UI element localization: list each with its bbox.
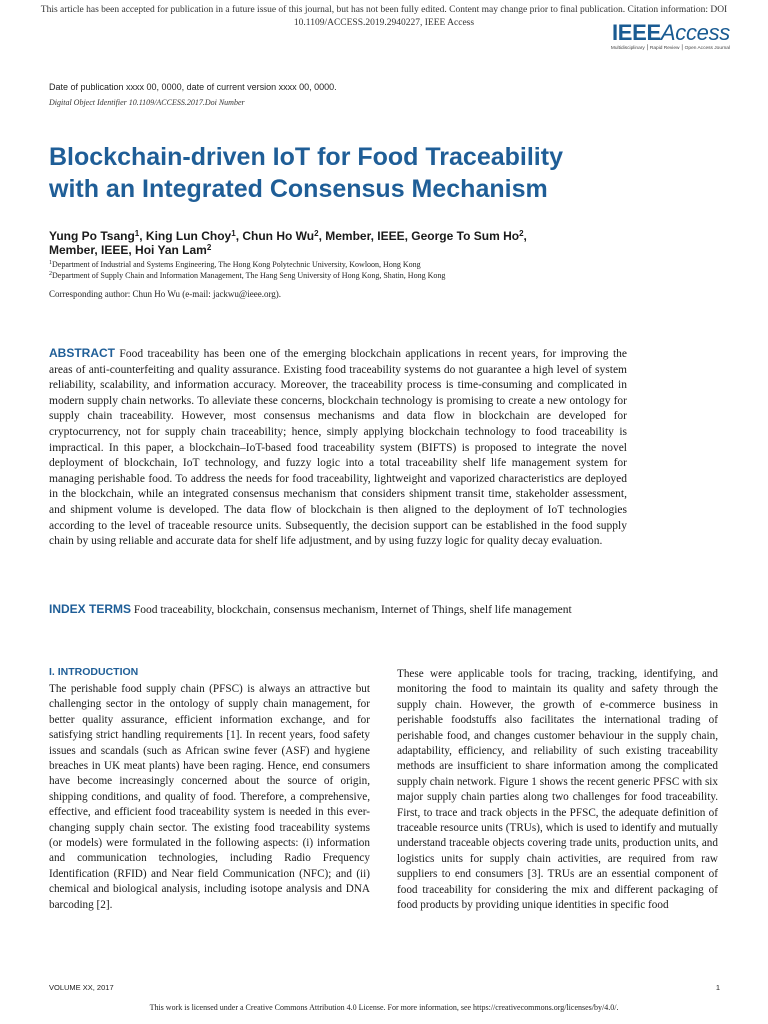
- paper-title: [49, 141, 689, 205]
- body-column-left: The perishable food supply chain (PFSC) is always an attractive but challenging sector in the ontology of supply chain management, for better quality assurance, efficient information exchange, and for satisfying strict handling requirements [1]. In recent years, food safety issues and scandals (such as African swine fever (ASF) and hygiene breaches in UK meat plants) have been raging. Hence, end consumers have become increasingly concerned about the source of origin, shipping conditions, and quality of food. Therefore, a comprehensive, effective, and efficient food traceability system is needed in this ever-changing supply chain sector. The existing food traceability systems (or models) were formulated in the following aspects: (i) information and communication technologies, including Radio Frequency Identification (RFID) and Near field Communication (NFC); and (ii) chemical and biological analysis, including isotope analysis and DNA barcoding [2].: [49, 683, 370, 911]
- journal-logo: [611, 21, 730, 52]
- index-terms-label: INDEX TERMS: [49, 602, 132, 616]
- author-affiliation-mark: 1: [231, 229, 236, 238]
- abstract-label: ABSTRACT: [49, 346, 115, 360]
- author-separator: , Member, IEEE,: [318, 229, 412, 243]
- author-affiliation-mark: 1: [134, 229, 140, 238]
- doi-line: Digital Object Identifier 10.1109/ACCESS.2017.Doi Number: [49, 98, 245, 107]
- affiliation-1: [49, 259, 669, 270]
- logo-bold-text: IEEE: [611, 20, 661, 45]
- author-name: George To Sum Ho: [411, 229, 520, 243]
- footer-volume: VOLUME XX, 2017: [49, 983, 114, 992]
- author-affiliation-mark: 2: [206, 243, 212, 252]
- affiliation-mark: 2: [49, 271, 52, 277]
- affiliations: [49, 259, 669, 281]
- author-separator: ,: [139, 229, 146, 243]
- preprint-notice-line2: 10.1109/ACCESS.2019.2940227, IEEE Access: [293, 18, 475, 28]
- index-terms-text: Food traceability, blockchain, consensus mechanism, Internet of Things, shelf life management: [133, 604, 572, 616]
- title-line-1: Blockchain-driven IoT for Food Traceability: [49, 143, 563, 171]
- corresponding-author: Corresponding author: Chun Ho Wu (e-mail: jackwu@ieee.org).: [49, 289, 282, 299]
- author-name: King Lun Choy: [145, 229, 232, 243]
- title-line-2: with an Integrated Consensus Mechanism: [49, 175, 548, 203]
- author-name: Member, IEEE, Hoi Yan Lam: [49, 243, 207, 257]
- body-column-right: These were applicable tools for tracing, tracking, identifying, and monitoring the food to maintain its quality and safety through the supply chain. However, the growth of e-commerce business in perishable foodstuffs also facilitates the international trading of perishable food, and changes customer behaviour in the supply chain, adaptability, efficiency, and reliability of such existing traceability methods are insufficient to share information among the complicated supply chain network. Figure 1 shows the recent generic PFSC with six major supply chain parties along two challenges for food traceability. First, to trace and track objects in the PFSC, the adequate definition of traceable resource units (TRUs), which is used to identify and mutually understand traceable objects covering trade units, production units, and logistics units for supply chain activities, are required from raw suppliers to end consumers [3]. TRUs are an essential component of food traceability for considering the mix and different packaging of food products by providing unique identities in specific food: [397, 668, 718, 912]
- author-affiliation-mark: 2: [519, 229, 524, 238]
- license-notice: This work is licensed under a Creative Commons Attribution 4.0 License. For more information, see https://creativecommons.org/licenses/by/4.0/.: [149, 1003, 619, 1012]
- index-terms: [49, 602, 627, 619]
- author-separator: ,: [523, 229, 527, 243]
- affiliation-mark: 1: [49, 260, 52, 266]
- abstract: [49, 346, 627, 550]
- section-heading: I. INTRODUCTION: [49, 666, 139, 678]
- preprint-notice-line1: This article has been accepted for publication in a future issue of this journal, but has not been fully edited. Content may change prior to final publication. Citation information: DOI: [40, 5, 728, 15]
- page-number: 1: [715, 983, 720, 992]
- publication-dates: Date of publication xxxx 00, 0000, date of current version xxxx 00, 0000.: [49, 82, 337, 92]
- affiliation-2: [49, 270, 669, 281]
- logo-italic-text: Access: [660, 20, 730, 45]
- logo-tagline: Multidisciplinary ⎮ Rapid Review ⎮ Open Access Journal: [610, 46, 730, 51]
- author-name: Chun Ho Wu: [242, 229, 315, 243]
- author-separator: ,: [235, 229, 243, 243]
- affiliation-text: Department of Industrial and Systems Engineering, The Hong Kong Polytechnic University, Kowloon, Hong Kong: [52, 260, 421, 269]
- author-list: [49, 229, 649, 257]
- author-name: Yung Po Tsang: [49, 229, 135, 243]
- author-affiliation-mark: 2: [314, 229, 319, 238]
- affiliation-text: Department of Supply Chain and Information Management, The Hang Seng University of Hong Kong, Shatin, Hong Kong: [52, 271, 446, 280]
- abstract-text: Food traceability has been one of the emerging blockchain applications in recent years, for improving the areas of anti-counterfeiting and quality assurance. Existing food traceability systems do not guarantee a high level of system reliability, scalability, and information accuracy. Moreover, the traceability process is time-consuming and complicated in modern supply chain networks. To alleviate these concerns, blockchain technology is promising to create a new ontology for supply chain traceability. However, most consensus mechanisms and data flow in blockchain are developed for cryptocurrency, not for supply chain traceability; hence, simply applying blockchain technology to food traceability is impractical. In this paper, a blockchain–IoT-based food traceability system (BIFTS) is proposed to integrate the novel deployment of blockchain, IoT technology, and fuzzy logic into a total traceability shelf life management system for managing perishable food. To address the needs for food traceability, lightweight and vaporized characteristics are deployed in the blockchain, while an integrated consensus mechanism that considers shipment transit time, stakeholder assessment, and shipment volume is developed. The data flow of blockchain is then aligned to the deployment of IoT technologies according to the level of traceable resource units. Subsequently, the decision support can be established in the food supply chain by using reliable and accurate data for shelf life adjustment, and by using fuzzy logic for quality decay evaluation.: [49, 348, 627, 548]
